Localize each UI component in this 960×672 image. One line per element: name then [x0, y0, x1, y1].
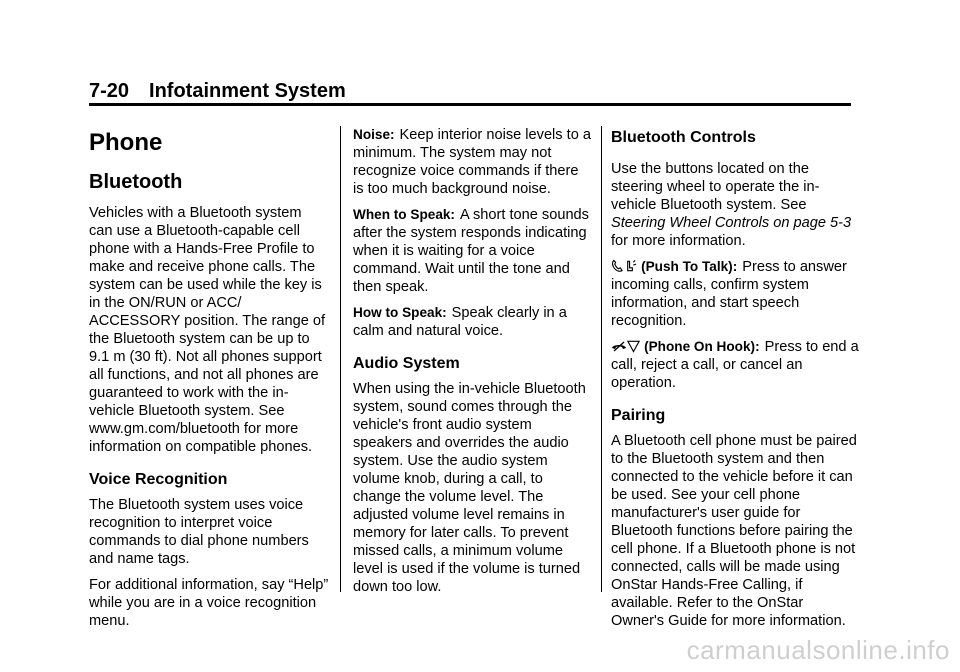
when-to-speak-text: A short tone sounds after the system responds indicating when it is waiting for a voice command. Wait until the tone and then speak. — [353, 207, 589, 295]
column-1 — [89, 126, 329, 638]
controls-text-post: for more information. — [611, 233, 746, 249]
page-number: 7-20 — [89, 80, 130, 102]
chapter-title: Phone — [89, 129, 163, 156]
how-to-speak-paragraph — [353, 304, 593, 340]
phone-handset-icon — [611, 259, 624, 273]
section-title: Infotainment System — [149, 80, 346, 102]
when-to-speak-label: When to Speak: — [353, 207, 455, 222]
controls-text-pre: Use the buttons located on the steering wheel to operate the in-vehicle Bluetooth system. See — [611, 161, 820, 213]
voice-recognition-heading: Voice Recognition — [89, 471, 228, 488]
hang-up-icon — [611, 339, 627, 353]
push-to-talk-paragraph — [611, 258, 859, 330]
bluetooth-heading: Bluetooth — [89, 171, 183, 193]
controls-paragraph — [611, 160, 859, 250]
phone-on-hook-text: Press to end a call, reject a call, or cancel an operation. — [611, 339, 859, 391]
push-to-talk-label: (Push To Talk): — [641, 259, 738, 274]
phone-on-hook-paragraph — [611, 338, 859, 392]
push-to-talk-text: Press to answer incoming calls, confirm system information, and start speech recognition. — [611, 259, 847, 329]
how-to-speak-text: Speak clearly in a calm and natural voice. — [353, 305, 567, 339]
when-to-speak-paragraph — [353, 206, 593, 296]
column-2 — [353, 126, 593, 604]
column-3 — [611, 126, 859, 638]
steering-wheel-reference: Steering Wheel Controls on page 5-3 — [611, 215, 852, 231]
header-rule — [89, 103, 851, 106]
bluetooth-paragraph: Vehicles with a Bluetooth system can use a Bluetooth-capable cell phone with a Hands-Free Profile to make and receive phone calls. The system can be used while the key is in the ON/RUN or ACC/ ACCESSORY position. The range of the Bluetooth system can be up to 9.1 m (30 ft). Not all phones support all functions, and not all phones are guaranteed to work with the in-vehicle Bluetooth system. See www.gm.com/bluetooth for more information on compatible phones. — [89, 205, 326, 455]
mute-triangle-icon — [627, 339, 640, 353]
noise-paragraph — [353, 126, 593, 198]
pairing-heading: Pairing — [611, 407, 666, 424]
bluetooth-controls-heading: Bluetooth Controls — [611, 129, 756, 146]
voice-paragraph-1: The Bluetooth system uses voice recognition to interpret voice commands to dial phone numbers and name tags. — [89, 497, 309, 567]
audio-system-heading: Audio System — [353, 355, 460, 372]
pairing-paragraph: A Bluetooth cell phone must be paired to the Bluetooth system and then connected to the vehicle before it can be used. See your cell phone manufacturer's user guide for Bluetooth functions before pairing the cell phone. If a Bluetooth phone is not connected, calls will be made using OnStar Hands-Free Calling, if available. Refer to the OnStar Owner's Guide for more information. — [611, 433, 857, 629]
how-to-speak-label: How to Speak: — [353, 305, 447, 320]
noise-label: Noise: — [353, 127, 395, 142]
noise-text: Keep interior noise levels to a minimum. The system may not recognize voice commands if there is too much background noise. — [353, 127, 591, 197]
watermark: carmanualsonline.info — [686, 635, 950, 665]
voice-icon — [624, 259, 637, 273]
voice-paragraph-2: For additional information, say “Help” while you are in a voice recognition menu. — [89, 577, 329, 629]
column-divider-2 — [601, 126, 602, 592]
page-header — [89, 80, 849, 103]
phone-on-hook-label: (Phone On Hook): — [644, 339, 760, 354]
column-divider-1 — [340, 126, 341, 592]
audio-paragraph: When using the in-vehicle Bluetooth system, sound comes through the vehicle's front audio system speakers and overrides the audio system. Use the audio system volume knob, during a call, to change the volume level. The adjusted volume level remains in memory for later calls. To prevent missed calls, a minimum volume level is used if the volume is turned down too low. — [353, 381, 586, 595]
